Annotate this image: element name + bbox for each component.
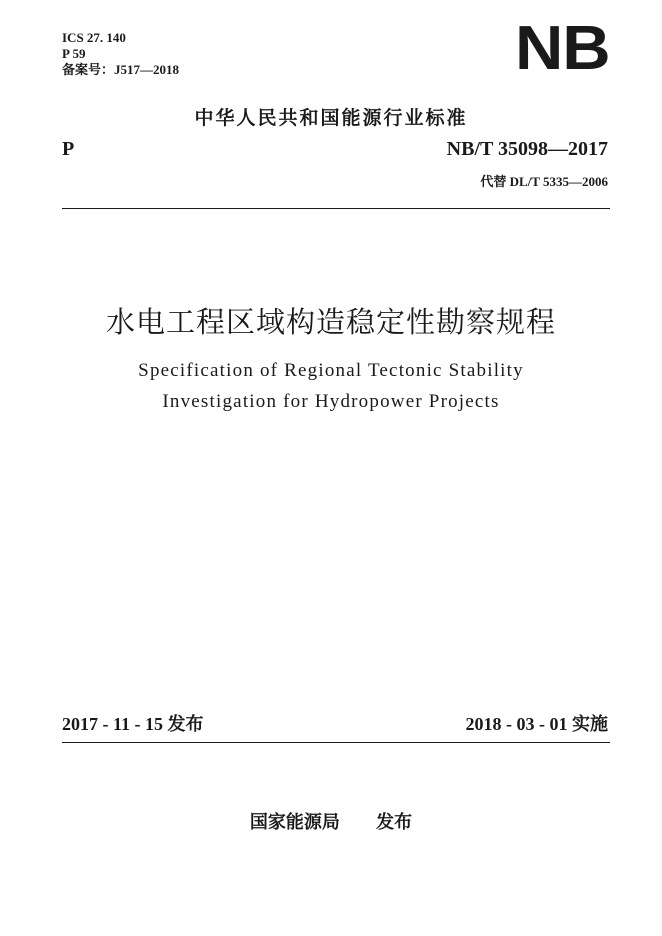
bottom-divider bbox=[62, 742, 610, 743]
issue-date-block bbox=[62, 710, 204, 736]
publisher-line bbox=[0, 808, 662, 834]
p-code: P 59 bbox=[62, 46, 86, 61]
issue-label: 发布 bbox=[167, 714, 204, 735]
implement-date-block bbox=[466, 710, 609, 736]
standard-type-heading: 中华人民共和国能源行业标准 bbox=[194, 107, 468, 129]
publisher-name: 国家能源局 bbox=[249, 812, 340, 833]
title-english-line-1: Specification of Regional Tectonic Stability bbox=[138, 360, 524, 381]
publisher-label: 发布 bbox=[376, 812, 413, 833]
implement-date: 2018 - 03 - 01 bbox=[465, 714, 568, 734]
title-chinese: 水电工程区域构造稳定性勘察规程 bbox=[105, 305, 556, 339]
record-number: 备案号：J517—2018 bbox=[62, 62, 180, 77]
implement-label: 实施 bbox=[572, 714, 608, 735]
title-english-line-2: Investigation for Hydropower Projects bbox=[162, 391, 500, 412]
nb-logo: NB bbox=[515, 14, 610, 83]
replaces-standard: 代替 DL/T 5335—2006 bbox=[480, 174, 608, 189]
issue-date: 2017 - 11 - 15 bbox=[62, 714, 163, 734]
ics-code: ICS 27. 140 bbox=[62, 30, 126, 45]
category-code: P bbox=[62, 138, 75, 160]
standard-number: NB/T 35098—2017 bbox=[446, 138, 608, 160]
top-divider bbox=[62, 208, 610, 209]
